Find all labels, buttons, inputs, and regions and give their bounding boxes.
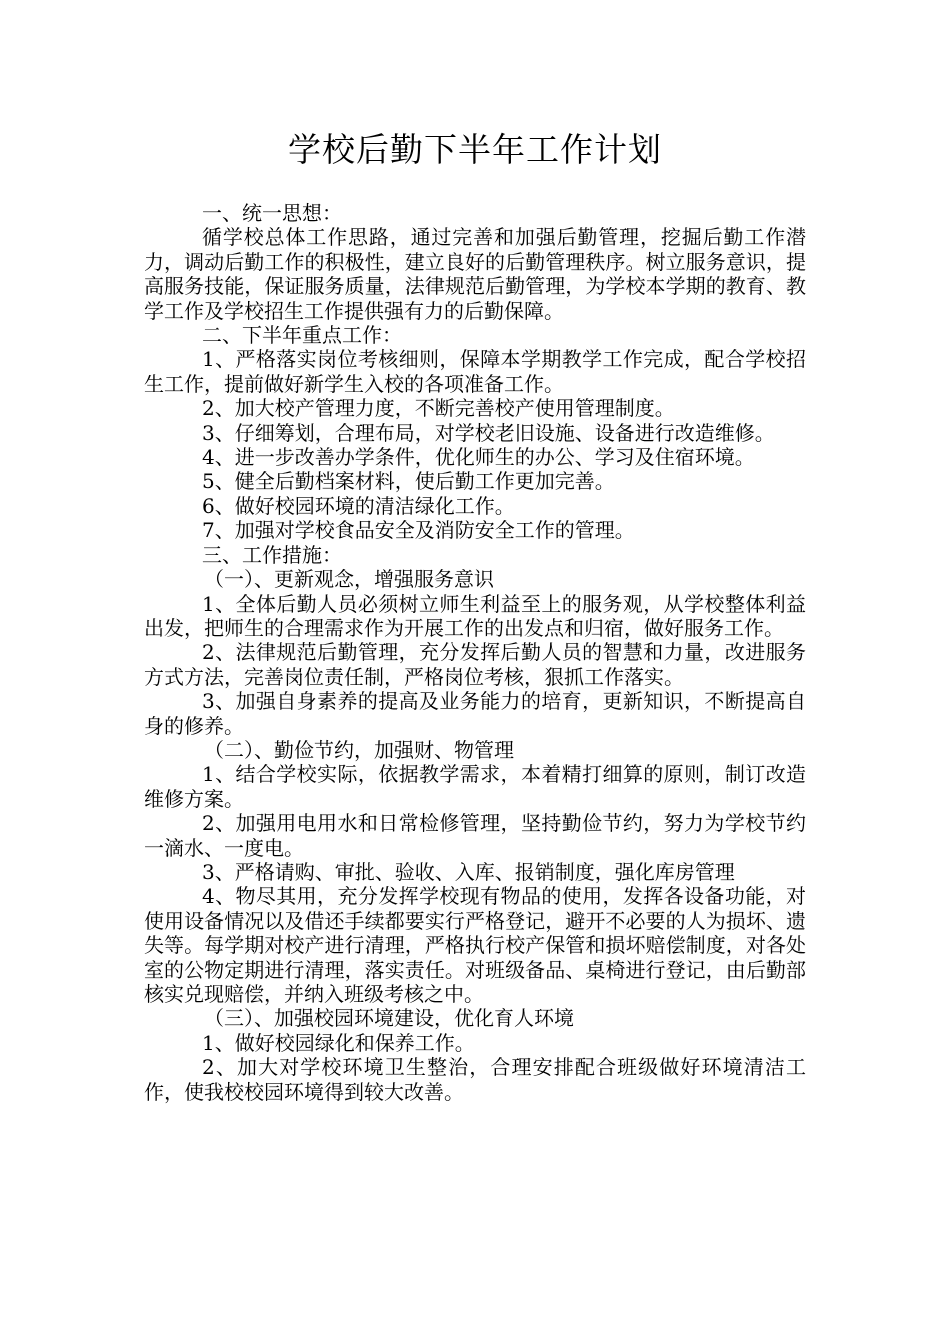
list-item: 6、做好校园环境的清洁绿化工作。 <box>202 493 515 518</box>
list-item: 3、严格请购、审批、验收、入库、报销制度，强化库房管理 <box>202 859 735 884</box>
list-item: 5、健全后勤档案材料，使后勤工作更加完善。 <box>202 469 615 494</box>
list-item: 3、加强自身素养的提高及业务能力的培育，更新知识，不断提高自身的修养。 <box>144 689 806 738</box>
list-item: 2、加大对学校环境卫生整治，合理安排配合班级做好环境清洁工作，使我校校园环境得到较大改善。 <box>144 1055 806 1104</box>
document-body <box>144 201 806 1104</box>
list-item: 2、加强用电用水和日常检修管理，坚持勤俭节约，努力为学校节约一滴水、一度电。 <box>144 811 806 860</box>
list-item: 3、仔细筹划，合理布局，对学校老旧设施、设备进行改造维修。 <box>202 420 775 445</box>
paragraph-intro: 循学校总体工作思路，通过完善和加强后勤管理，挖掘后勤工作潜力，调动后勤工作的积极性，建立良好的后勤管理秩序。树立服务意识，提高服务技能，保证服务质量，法律规范后勤管理，为学校本学期的教育、教学工作及学校招生工作提供强有力的后勤保障。 <box>144 225 806 323</box>
list-item: 1、严格落实岗位考核细则，保障本学期教学工作完成，配合学校招生工作，提前做好新学生入校的各项准备工作。 <box>144 347 806 396</box>
list-item: 2、加大校产管理力度，不断完善校产使用管理制度。 <box>202 396 675 421</box>
subsection-heading: （二）、勤俭节约，加强财、物管理 <box>204 737 514 762</box>
list-item: 1、结合学校实际，依据教学需求，本着精打细算的原则，制订改造维修方案。 <box>144 762 806 811</box>
subsection-heading: （一）、更新观念，增强服务意识 <box>204 567 494 592</box>
list-item: 7、加强对学校食品安全及消防安全工作的管理。 <box>202 518 635 543</box>
section-heading-2: 二、下半年重点工作： <box>202 323 402 348</box>
list-item: 1、全体后勤人员必须树立师生利益至上的服务观，从学校整体利益出发，把师生的合理需求作为开展工作的出发点和归宿，做好服务工作。 <box>144 591 806 640</box>
section-heading-1: 一、统一思想： <box>202 201 342 225</box>
list-item: 2、法律规范后勤管理，充分发挥后勤人员的智慧和力量，改进服务方式方法，完善岗位责任制，严格岗位考核，狠抓工作落实。 <box>144 640 806 689</box>
list-item: 1、做好校园绿化和保养工作。 <box>202 1030 475 1055</box>
list-item: 4、物尽其用，充分发挥学校现有物品的使用，发挥各设备功能，对使用设备情况以及借还手续都要实行严格登记，避开不必要的人为损坏、遗失等。每学期对校产进行清理，严格执行校产保管和损坏赔偿制度，对各处室的公物定期进行清理，落实责任。对班级备品、桌椅进行登记，由后勤部核实兑现赔偿，并纳入班级考核之中。 <box>144 884 806 1006</box>
list-item: 4、进一步改善办学条件，优化师生的办公、学习及住宿环境。 <box>202 445 755 470</box>
subsection-heading: （三）、加强校园环境建设，优化育人环境 <box>204 1006 574 1031</box>
document-title: 学校后勤下半年工作计划 <box>288 130 662 169</box>
section-heading-3: 三、工作措施： <box>202 542 342 567</box>
